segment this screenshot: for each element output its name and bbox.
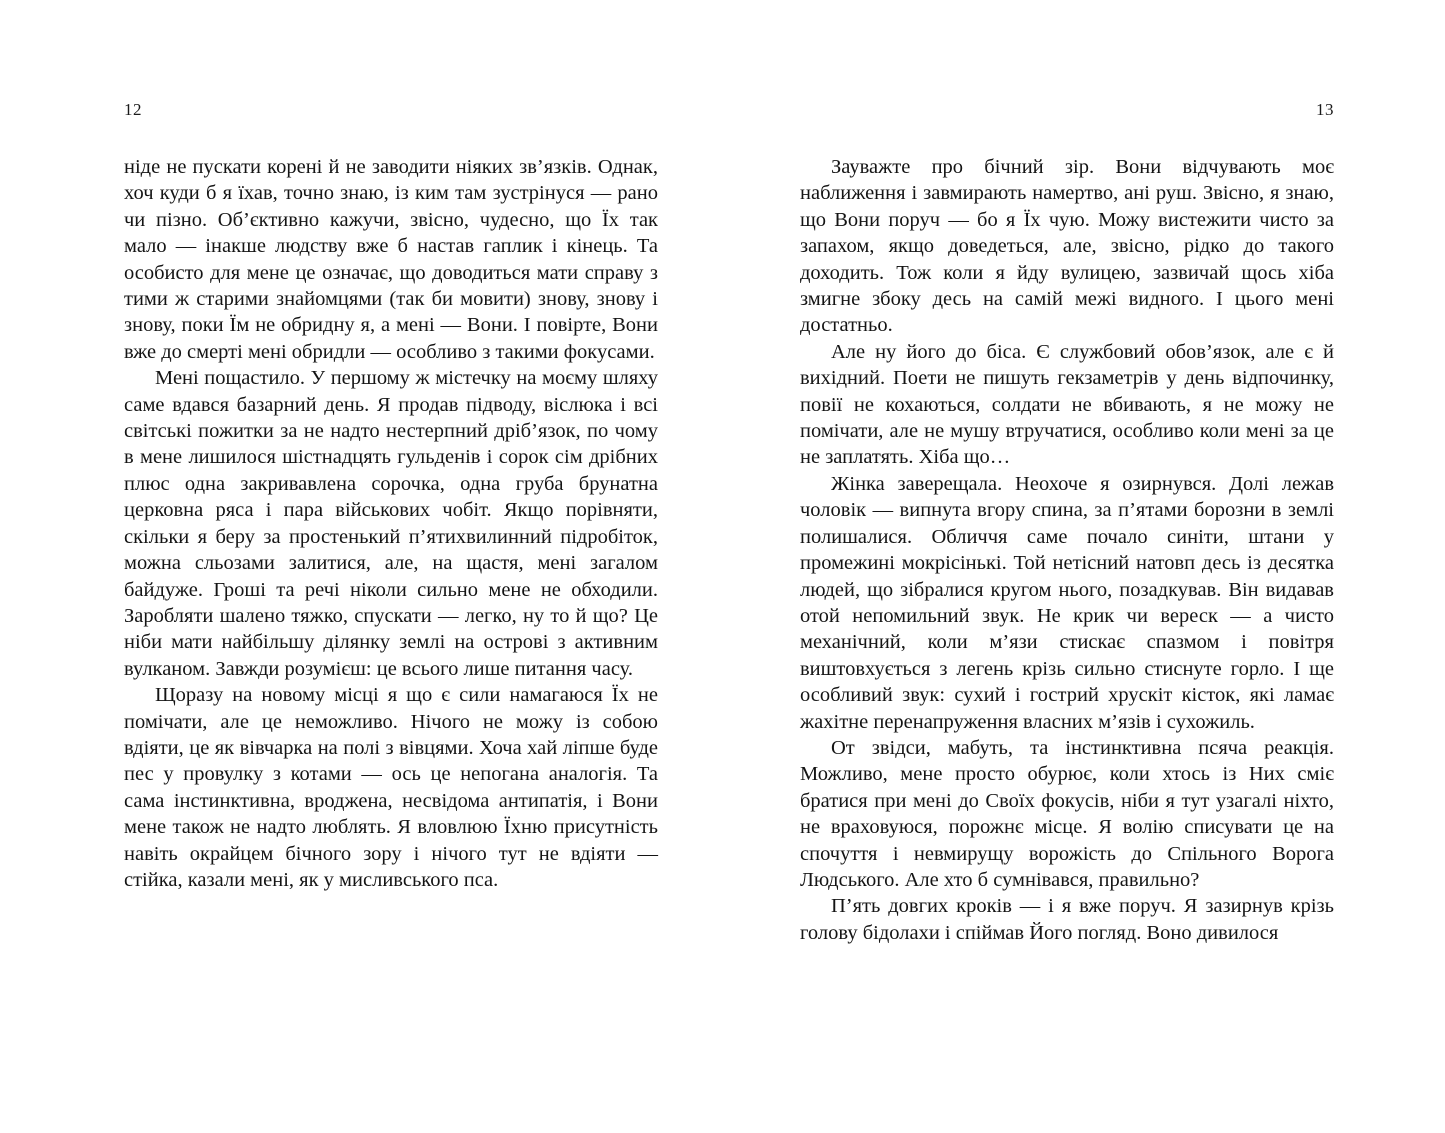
page-left — [124, 100, 658, 893]
page-number-left: 12 — [124, 100, 142, 119]
paragraph: Зауважте про бічний зір. Вони відчувають моє наближення і завмирають намертво, ані руш. Звісно, я знаю, що Вони поруч — бо я Їх чую. Можу вистежити чисто за запахом, якщо доведеться, але, звісно, рідко до такого доходить. Тож коли я йду вулицею, зазвичай щось хіба змигне збоку десь на самій межі видного. І цього мені достатньо. — [800, 156, 1334, 337]
paragraph: П’ять довгих кроків — і я вже поруч. Я зазирнув крізь голову бідолахи і спіймав Його погляд. Воно дивилося — [800, 895, 1334, 944]
paragraph: ніде не пускати корені й не заводити ніяких зв’язків. Однак, хоч куди б я їхав, точно знаю, із ким там зустрінуся — рано чи пізно. Об’єктивно кажучи, звісно, чудесно, що Їх так мало — інакше людству вже б настав гаплик і кінець. Та особисто для мене це означає, що доводиться мати справу з тими ж старими знайомцями (так би мовити) знову, знову і знову, поки Їм не обридну я, а мені — Вони. І повірте, Вони вже до смерті мені обридли — особливо з такими фокусами. — [124, 156, 658, 363]
paragraph: Але ну його до біса. Є службовий обов’язок, але є й вихідний. Поети не пишуть гекзаметрів у день відпочинку, повії не кохаються, солдати не вбивають, я не можу не помічати, але не мушу втручатися, особливо коли мені за це не заплатять. Хіба що… — [800, 340, 1334, 469]
paragraph: Мені пощастило. У першому ж містечку на моєму шляху саме вдався базарний день. Я продав підводу, віслюка і всі світські пожитки за не надто нестерпний дріб’язок, по чому в мене лишилося шістнадцять гульденів і сорок сім дрібних плюс одна закривавлена сорочка, одна груба брунатна церковна ряса і пара військових чобіт. Якщо порівняти, скільки я беру за простенький п’ятихвилинний підробіток, можна сльозами залитися, але, на щастя, мені загалом байдуже. Гроші та речі ніколи сильно мене не обходили. Заробляти шалено тяжко, спускати — легко, ну то й що? Це ніби мати найбільшу ділянку землі на острові з активним вулканом. Завжди розумієш: це всього лише питання часу. — [124, 367, 658, 680]
page-left-text — [124, 154, 658, 893]
page-number-right: 13 — [1316, 100, 1334, 119]
paragraph: Щоразу на новому місці я що є сили намагаюся Їх не помічати, але це неможливо. Нічого не можу із собою вдіяти, це як вівчарка на полі з вівцями. Хоча хай ліпше буде пес у провулку з котами — ось це непогана аналогія. Та сама інстинктивна, вроджена, несвідома антипатія, і Вони мене також не надто люблять. Я вловлюю Їхню присутність навіть окрайцем бічного зору і нічого тут не вдіяти — стійка, казали мені, як у мисливського пса. — [124, 684, 658, 891]
paragraph: От звідси, мабуть, та інстинктивна псяча реакція. Можливо, мене просто обурює, коли хтось із Них сміє братися при мені до Своїх фокусів, ніби я тут узагалі ніхто, не враховуюся, порожнє місце. Я волію списувати це на спочуття і невмирущу ворожість до Спільного Ворога Людського. Але хто б сумнівався, правильно? — [800, 736, 1334, 891]
paragraph: Жінка заверещала. Неохоче я озирнувся. Долі лежав чоловік — випнута вгору спина, за п’ятами борозни в землі полишалися. Обличчя саме почало синіти, штани у промежині мокрісінькі. Той нетісний натовп десь із десятка людей, що зібралися кругом нього, позадкував. Він видавав отой непомильний звук. Не крик чи вереск — а чисто механічний, коли м’язи стискає спазмом і повітря виштовхується з легень крізь сильно стиснуте горло. І ще особливий звук: сухий і гострий хрускіт кісток, які ламає жахітне перенапруження власних м’язів і сухожиль. — [800, 472, 1334, 733]
page-right — [800, 100, 1334, 946]
page-right-text — [800, 154, 1334, 946]
